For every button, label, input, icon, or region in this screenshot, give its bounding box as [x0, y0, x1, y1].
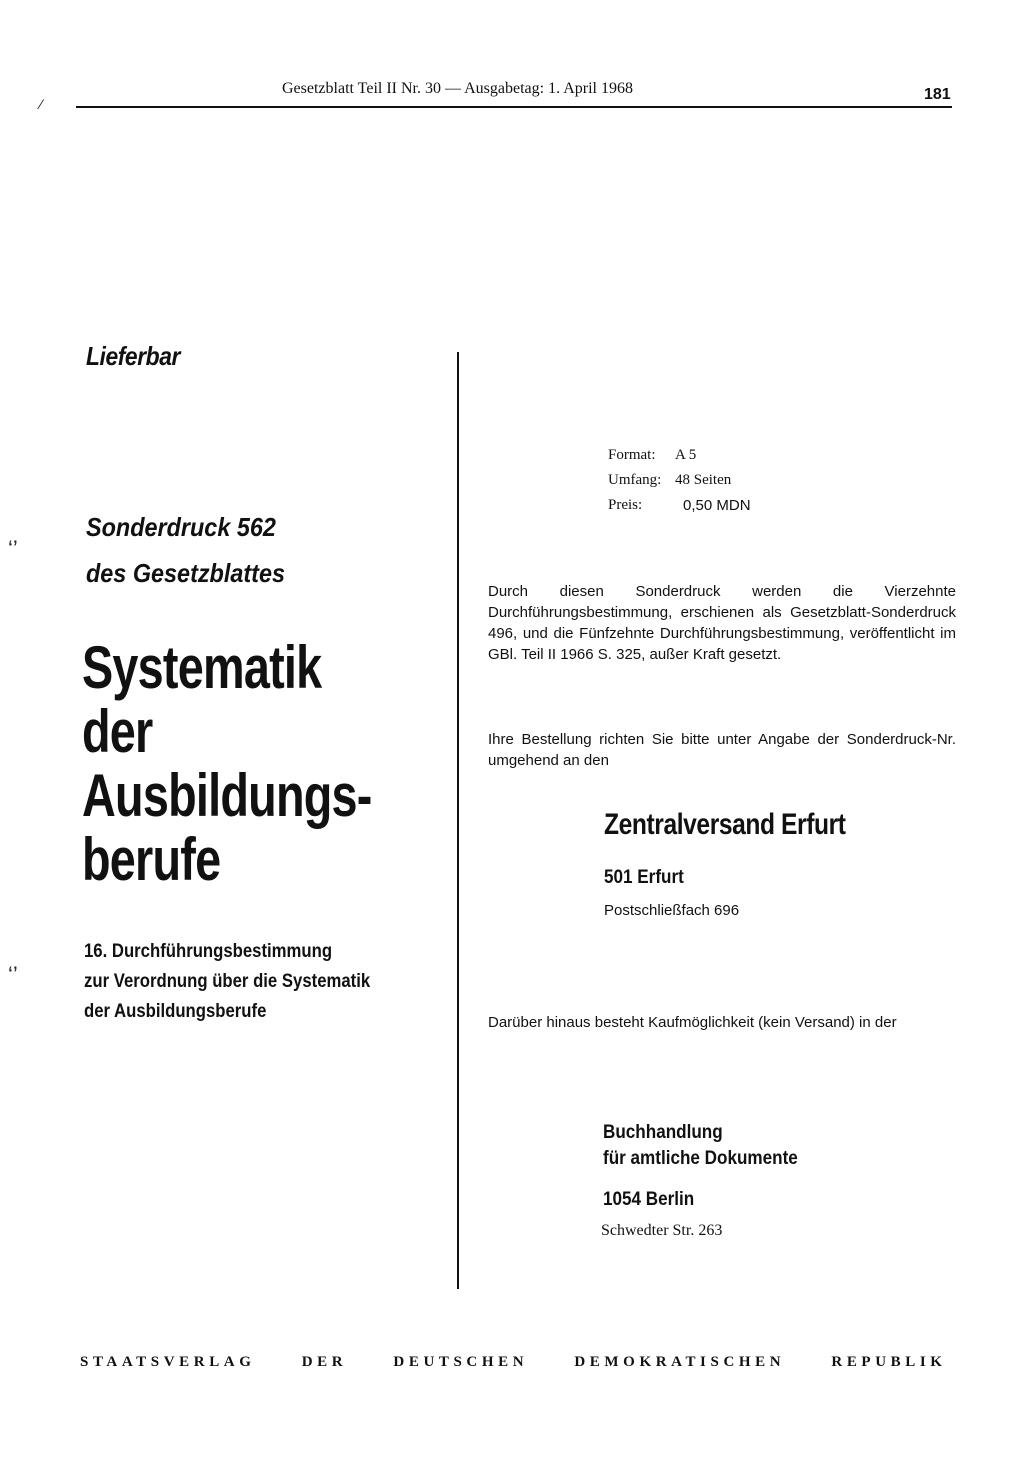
spec-label: Umfang:: [608, 472, 662, 488]
order-paragraph: Ihre Bestellung richten Sie bitte unter Angabe der Sonderdruck-Nr. umgehend an den: [488, 731, 956, 769]
spec-value: 48 Seiten: [675, 472, 732, 488]
title-line: Ausbildungs-: [82, 762, 372, 829]
spec-value: A 5: [675, 447, 697, 463]
footer-word: DER: [301, 1354, 348, 1370]
title-line: der: [82, 698, 153, 765]
bookshop-street: Schwedter Str. 263: [601, 1222, 723, 1239]
purchase-paragraph: Darüber hinaus besteht Kaufmöglichkeit (kein Versand) in der: [488, 1014, 897, 1031]
bookshop-name-line: für amtliche Dokumente: [603, 1148, 798, 1169]
subtitle-line: zur Verordnung über die Systematik: [84, 971, 371, 992]
spec-value: 0,50 MDN: [683, 497, 751, 514]
bookshop-city: 1054 Berlin: [603, 1189, 695, 1210]
running-header: Gesetzblatt Teil II Nr. 30 — Ausgabetag: 1. April 1968: [282, 80, 633, 97]
spec-label: Format:: [608, 447, 656, 463]
scan-mark: ⁄: [40, 96, 43, 112]
title-line: berufe: [82, 826, 221, 893]
title-line: Systematik: [82, 634, 322, 701]
spec-row-preis: [608, 493, 751, 518]
header-rule: [76, 106, 952, 108]
scan-mark: ‘’: [8, 536, 18, 561]
special-print-number: Sonderdruck 562: [86, 512, 276, 542]
spec-row-format: [608, 443, 751, 468]
scan-mark: ‘’: [8, 962, 18, 987]
column-divider: [457, 352, 459, 1289]
bookshop-name-line: Buchhandlung: [603, 1122, 723, 1143]
spec-row-umfang: [608, 468, 751, 493]
footer-word: DEUTSCHEN: [393, 1354, 529, 1370]
bookshop-name: [603, 1120, 798, 1172]
repeal-paragraph: Durch diesen Sonderdruck werden die Vierzehnte Durchführungsbestimmung, erschienen als Gesetzblatt-Sonderdruck 496, und die Fünfzehnte Durchführungsbestimmung, veröffentlicht im GBl. Teil II 1966 S. 325, außer Kraft gesetzt.: [488, 583, 956, 663]
distributor-po-box: Postschließfach 696: [604, 902, 740, 919]
spec-list: [608, 443, 751, 518]
spec-label: Preis:: [608, 497, 643, 513]
footer-word: DEMOKRATISCHEN: [574, 1354, 786, 1370]
footer-word: REPUBLIK: [831, 1354, 947, 1370]
subtitle-line: 16. Durchführungsbestimmung: [84, 941, 333, 962]
subtitle-line: der Ausbildungsberufe: [84, 1001, 267, 1022]
page-number: 181: [924, 86, 951, 103]
publication-title: [82, 636, 372, 892]
distributor-name: Zentralversand Erfurt: [604, 808, 846, 841]
publication-subtitle: [84, 937, 370, 1027]
special-print-source: des Gesetzblattes: [86, 558, 285, 588]
availability-label: Lieferbar: [86, 341, 180, 371]
publisher-footer: [80, 1354, 947, 1371]
footer-word: STAATSVERLAG: [80, 1354, 256, 1370]
distributor-city: 501 Erfurt: [604, 867, 684, 888]
